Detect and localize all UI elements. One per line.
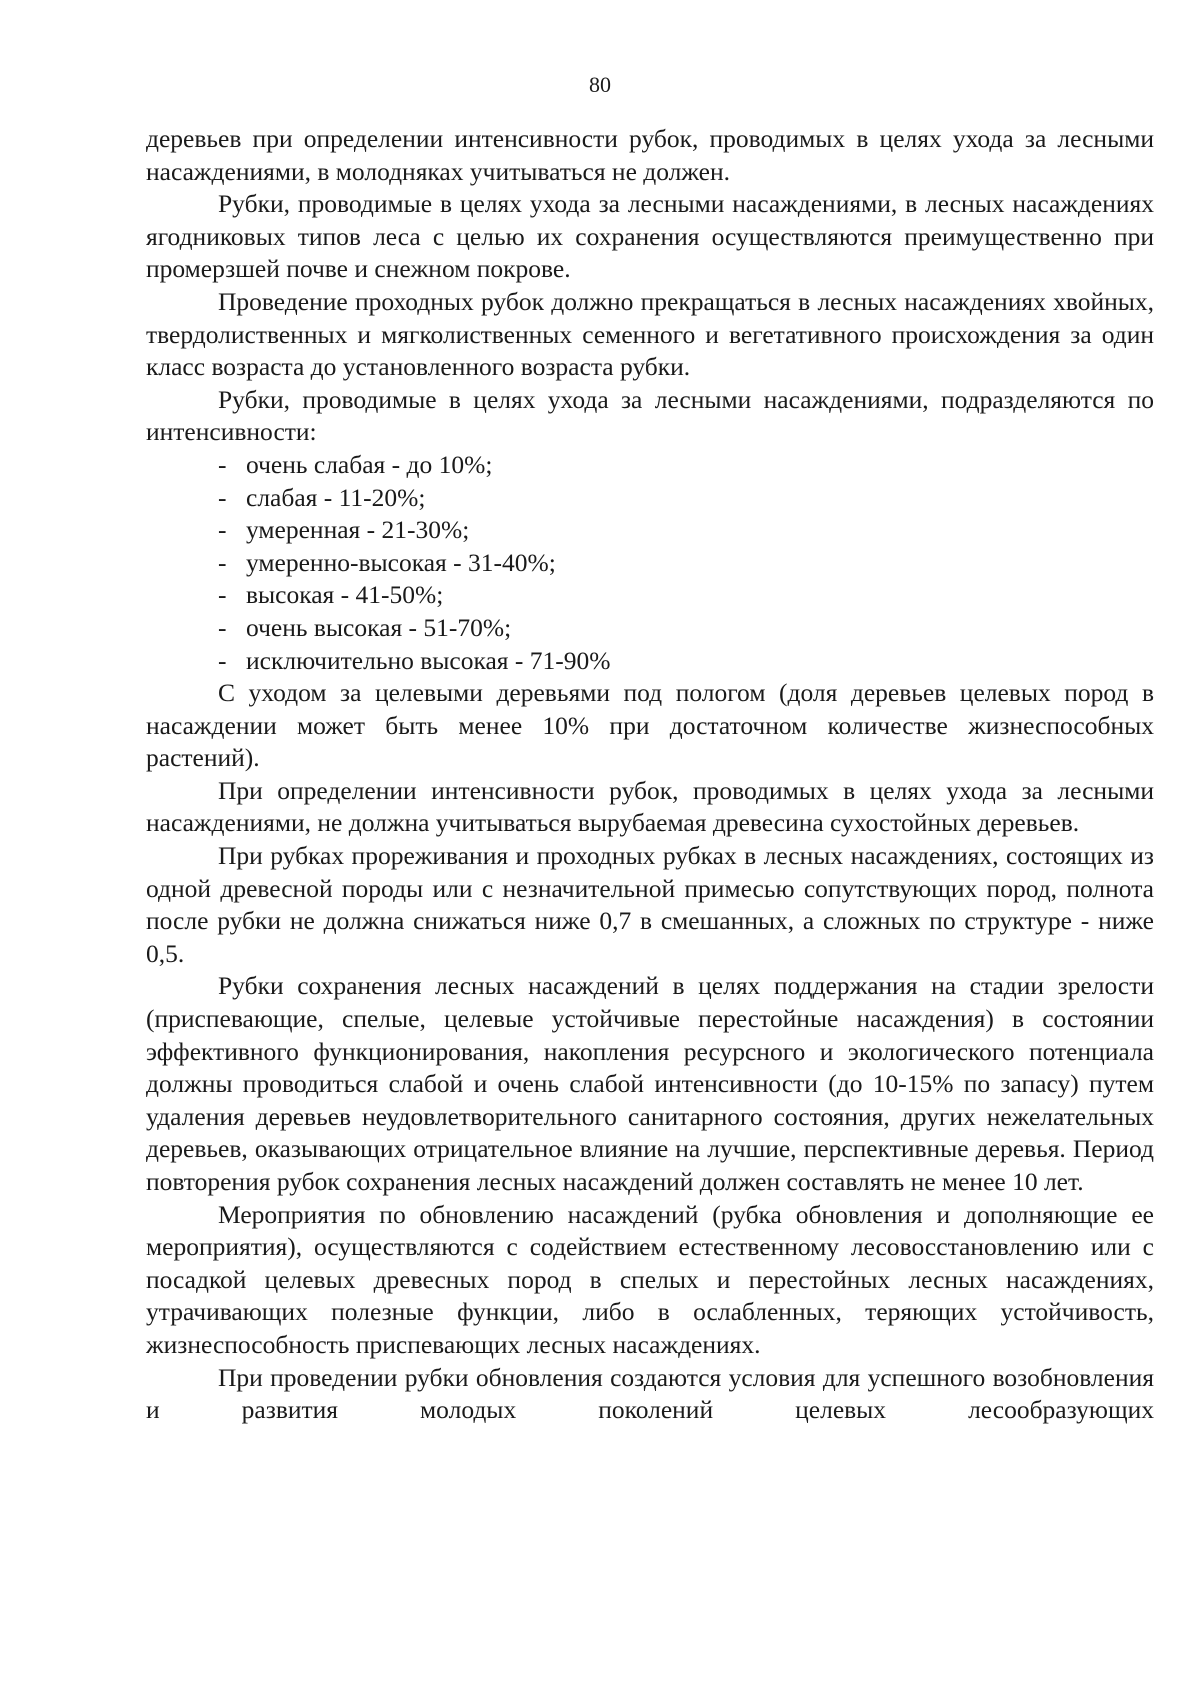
list-item-text: очень высокая - 51-70%; xyxy=(246,612,512,642)
list-item-text: очень слабая - до 10%; xyxy=(246,449,493,479)
list-item-text: исключительно высокая - 71-90% xyxy=(246,645,611,675)
paragraph-frozen-soil: Рубки, проводимые в целях ухода за лесными насаждениями, в лесных насаждениях ягодниковых типов леса с целью их сохранения осуществляются преимущественно при промерзшей почве и снежном покрове. xyxy=(146,189,1154,284)
list-item xyxy=(146,482,1154,515)
list-dash: - xyxy=(218,645,227,675)
list-dash: - xyxy=(218,580,227,610)
list-dash: - xyxy=(218,482,227,512)
paragraph-intensity-intro: Рубки, проводимые в целях ухода за лесными насаждениями, подразделяются по интенсивности: xyxy=(146,384,1154,447)
list-dash: - xyxy=(218,612,227,642)
intensity-list xyxy=(146,449,1154,677)
list-item xyxy=(146,514,1154,547)
list-item-text: умеренно-высокая - 31-40%; xyxy=(246,547,556,577)
list-item-text: слабая - 11-20%; xyxy=(246,482,426,512)
paragraph-passage-cuttings: Проведение проходных рубок должно прекращаться в лесных насаждениях хвойных, твердолиственных и мягколиственных семенного и вегетативного происхождения за один класс возраста до установленного возраста рубки. xyxy=(146,286,1154,382)
list-item-text: высокая - 41-50%; xyxy=(246,580,444,610)
list-item-text: умеренная - 21-30%; xyxy=(246,515,470,545)
list-dash: - xyxy=(218,515,227,545)
paragraph-dead-wood: При определении интенсивности рубок, проводимых в целях ухода за лесными насаждениями, не должна учитываться вырубаемая древесина сухостойных деревьев. xyxy=(146,775,1154,838)
page-content xyxy=(146,123,1154,1427)
list-item xyxy=(146,645,1154,678)
list-dash: - xyxy=(218,449,227,479)
list-item xyxy=(146,579,1154,612)
paragraph-renewal-conditions: При проведении рубки обновления создаются условия для успешного возобновления и развития молодых поколений целевых лесообразующих xyxy=(146,1362,1154,1425)
list-item xyxy=(146,547,1154,580)
paragraph-target-trees: С уходом за целевыми деревьями под пологом (доля деревьев целевых пород в насаждении может быть менее 10% при достаточном количестве жизнеспособных растений). xyxy=(146,678,1154,773)
list-item xyxy=(146,612,1154,645)
list-item xyxy=(146,449,1154,482)
paragraph-continuation: деревьев при определении интенсивности рубок, проводимых в целях ухода за лесными насаждениями, в молодняках учитываться не должен. xyxy=(146,124,1154,186)
page-number: 80 xyxy=(589,72,611,97)
paragraph-density: При рубках прореживания и проходных рубках в лесных насаждениях, состоящих из одной древесной породы или с незначительной примесью сопутствующих пород, полнота после рубки не должна снижаться ниже 0,7 в смешанных, а сложных по структуре - ниже 0,5. xyxy=(146,841,1154,968)
list-dash: - xyxy=(218,547,227,577)
paragraph-preservation-cuttings: Рубки сохранения лесных насаждений в целях поддержания на стадии зрелости (приспевающие, спелые, целевые устойчивые перестойные насаждения) в состоянии эффективного функционирования, накопления ресурсного и экологического потенциала должны проводиться слабой и очень слабой интенсивности (до 10-15% по запасу) путем удаления деревьев неудовлетворительного санитарного состояния, других нежелательных деревьев, оказывающих отрицательное влияние на лучшие, перспективные деревья. Период повторения рубок сохранения лесных насаждений должен составлять не менее 10 лет. xyxy=(146,971,1154,1196)
paragraph-renewal-measures: Мероприятия по обновлению насаждений (рубка обновления и дополняющие ее мероприятия), осуществляются с содействием естественному лесовосстановлению или с посадкой целевых древесных пород в спелых и перестойных лесных насаждениях, утрачивающих полезные функции, либо в ослабленных, теряющих устойчивость, жизнеспособность приспевающих лесных насаждениях. xyxy=(146,1199,1154,1359)
